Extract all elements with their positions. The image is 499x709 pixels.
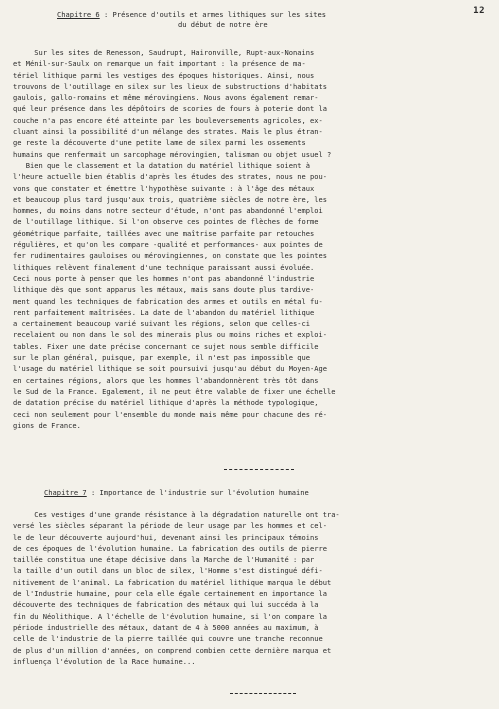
text-line: Ces vestiges d'une grande résistance à la dégradation naturelle ont tra-	[13, 510, 340, 519]
text-line: l'usage du matériel lithique se soit poursuivi jusqu'au début du Moyen-Age	[13, 364, 327, 374]
text-line: de plus d'un million d'années, on comprend combien cette dernière marqua et	[13, 645, 332, 655]
text-line: ment quand les techniques de fabrication des armes et outils en métal fu-	[13, 296, 323, 306]
text-line: rent parfaitement maîtrisées. La date de l'abandon du matériel lithique	[13, 307, 315, 317]
text-line: régulières, et qu'on les compare -qualité et performances- aux pointes de	[13, 240, 323, 250]
text-line: humains que renfermait un sarcophage mérovingien, talisman ou objet usuel ?	[13, 149, 332, 159]
text-line: gions de France.	[13, 420, 81, 430]
text-line: en certaines régions, alors que les hommes l'abandonnèrent très tôt dans	[13, 375, 319, 385]
text-line: versé les siècles séparant la période de leur usage par les hommes et cel-	[13, 521, 327, 531]
text-line: période industrielle des métaux, datant de 4 à 5000 années au maximum, à	[13, 622, 319, 632]
text-line: celle de l'industrie de la pierre taillée qui couvre une tranche reconnue	[13, 634, 323, 644]
section-separator	[224, 469, 294, 470]
text-line: Bien que le classement et la datation du matériel lithique soient à	[13, 160, 310, 170]
text-line: géométrique parfaite, taillées avec une maîtrise parfaite par retouches	[13, 228, 315, 238]
chapter6-title-line2: du début de notre ère	[178, 20, 268, 29]
chapter7-title: : Importance de l'industrie sur l'évolution humaine	[86, 488, 309, 497]
chapter7-body	[13, 509, 489, 667]
chapter7-label: Chapitre 7	[44, 488, 87, 497]
text-line: Ceci nous porte à penser que les hommes n'ont pas abandonné l'industrie	[13, 273, 315, 283]
text-line: tériel lithique parmi les vestiges des époques historiques. Ainsi, nous	[13, 70, 315, 80]
text-line: le Sud de la France. Egalement, il ne peut être valable de fixer une échelle	[13, 386, 336, 396]
text-line: de ces époques de l'évolution humaine. La fabrication des outils de pierre	[13, 543, 327, 553]
text-line: lithique dès que sont apparus les métaux, mais sans doute plus tardive-	[13, 285, 315, 295]
text-line: lithiques relèvent finalement d'une technique paraissant aussi évoluée.	[13, 262, 315, 272]
chapter6-body	[13, 47, 489, 431]
text-line: de datation précise du matériel lithique d'après la méthode typologique,	[13, 398, 319, 408]
chapter6-label: Chapitre 6	[57, 10, 100, 19]
text-line: et beaucoup plus tard jusqu'aux trois, quatrième siècles de notre ère, les	[13, 194, 327, 204]
end-separator	[230, 693, 296, 694]
text-line: vons que constater et émettre l'hypothèse suivante : à l'âge des métaux	[13, 183, 315, 193]
text-line: ge reste la découverte d'une petite lame de silex parmi les ossements	[13, 138, 306, 148]
chapter6-heading	[57, 10, 326, 20]
text-line: la taille d'un outil dans un bloc de silex, l'Homme s'est distingué défi-	[13, 566, 323, 576]
page-number: 12	[473, 6, 485, 16]
text-line: l'heure actuelle bien établis d'après les études des strates, nous ne pou-	[13, 172, 327, 182]
text-line: découverte des techniques de fabrication des métaux qui lui succéda à la	[13, 600, 319, 610]
text-line: gaulois, gallo-romains et même mérovingiens. Nous avons également remar-	[13, 93, 319, 103]
text-line: ceci non seulement pour l'ensemble du monde mais même pour chacune des ré-	[13, 409, 327, 419]
text-line: Sur les sites de Renesson, Saudrupt, Haironville, Rupt-aux-Nonains	[13, 48, 315, 57]
text-line: nitivement de l'animal. La fabrication du matériel lithique marqua le début	[13, 577, 332, 587]
text-line: hommes, du moins dans notre secteur d'étude, n'ont pas abandonné l'emploi	[13, 206, 323, 216]
text-line: cluant ainsi la possibilité d'un mélange des strates. Mais le plus étran-	[13, 127, 323, 137]
text-line: tables. Fixer une date précise concernant ce sujet nous semble difficile	[13, 341, 319, 351]
chapter7-heading	[44, 488, 309, 498]
text-line: taillée constitua une étape décisive dans la Marche de l'Humanité : par	[13, 555, 315, 565]
text-line: fin du Néolithique. A l'échelle de l'évolution humaine, si l'on compare la	[13, 611, 327, 621]
text-line: le de leur découverte aujourd'hui, devenant ainsi les principaux témoins	[13, 532, 319, 542]
text-line: recelaient ou non dans le sol des minerais plus ou moins riches et exploi-	[13, 330, 327, 340]
text-line: de l'outillage lithique. Si l'on observe ces pointes de flèches de forme	[13, 217, 319, 227]
text-line: trouvons de l'outillage en silex sur les lieux de substructions d'habitats	[13, 81, 327, 91]
chapter6-title-line1: : Présence d'outils et armes lithiques sur les sites	[99, 10, 327, 19]
text-line: de l'Industrie humaine, pour cela elle égale certainement en importance la	[13, 589, 327, 599]
text-line: qué leur présence dans les dépôtoirs de scories de fours à poterie dont la	[13, 104, 327, 114]
text-line: a certainement beaucoup varié suivant les régions, selon que celles-ci	[13, 319, 310, 329]
text-line: sur le plan général, puisque, par exemple, il n'est pas impossible que	[13, 353, 310, 363]
text-line: fer rudimentaires gauloises ou mérovingiennes, on constate que les pointes	[13, 251, 327, 261]
text-line: et Ménil-sur-Saulx on remarque un fait important : la présence de ma-	[13, 59, 306, 69]
text-line: couche n'a pas encore été atteinte par les bouleversements agricoles, ex-	[13, 115, 323, 125]
text-line: influença l'évolution de la Race humaine...	[13, 656, 196, 666]
